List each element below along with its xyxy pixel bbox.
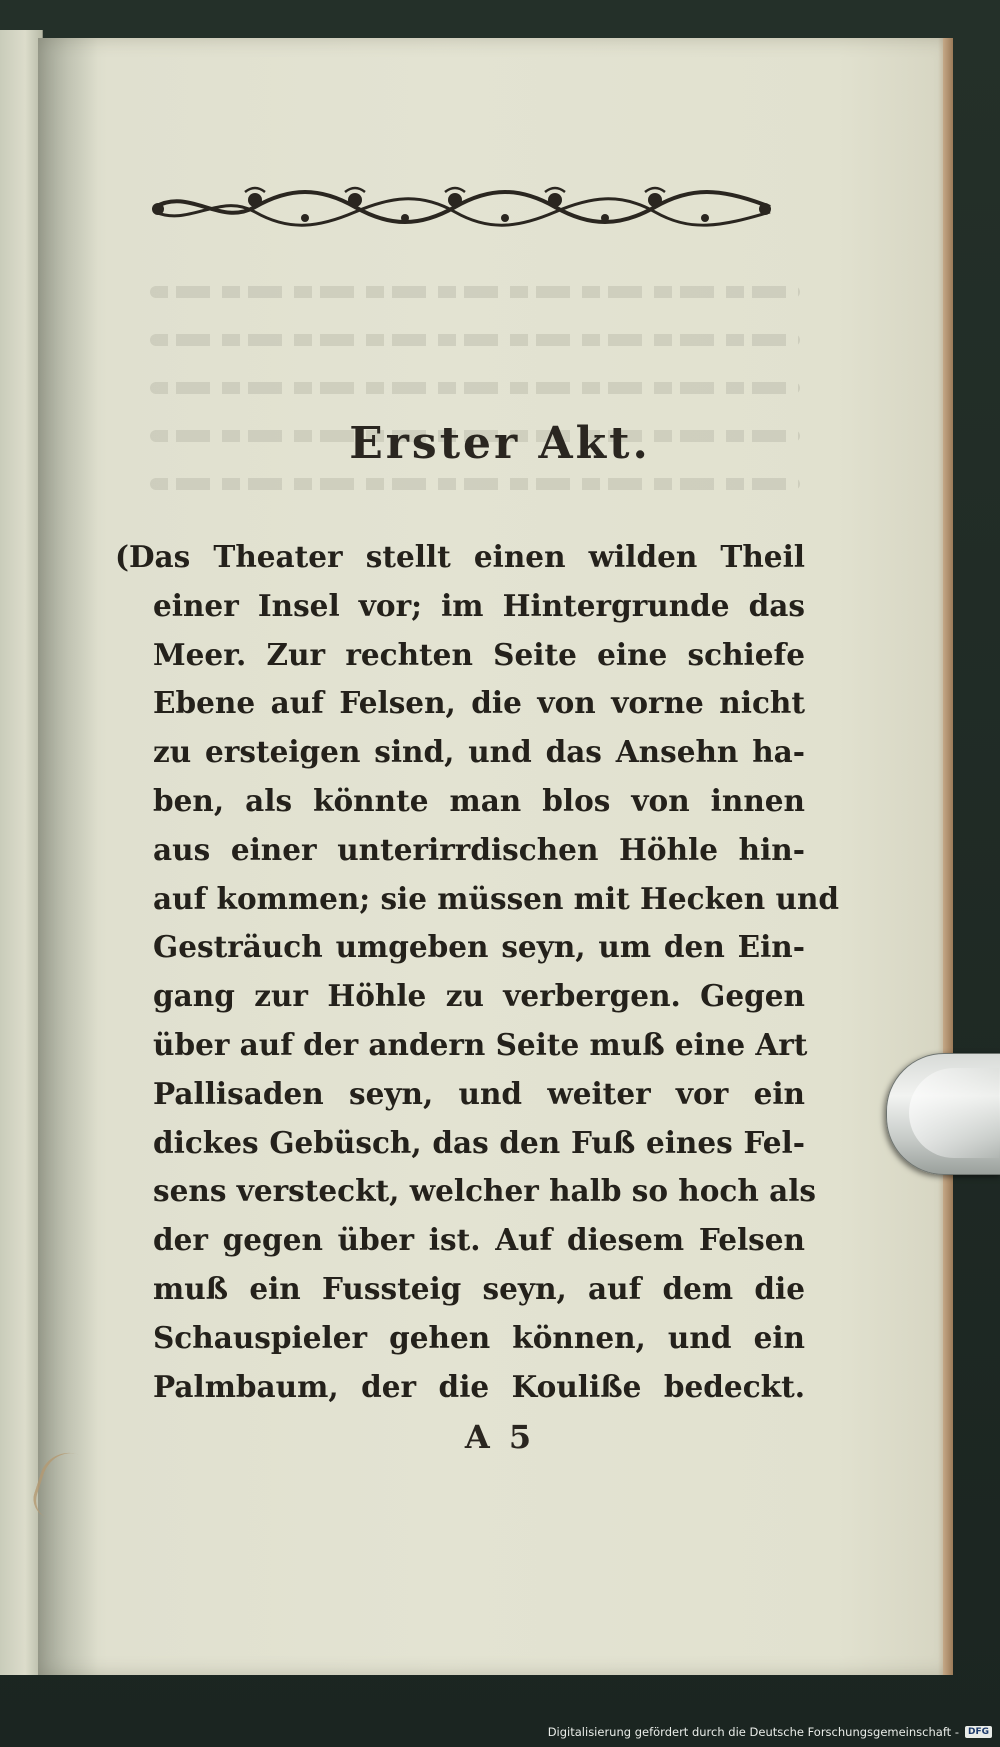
- text-line: der gegen über ist. Auf diesem Felsen: [153, 1222, 805, 1258]
- page-title: Erster Akt.: [349, 418, 651, 469]
- ornament-band-icon: [150, 182, 775, 232]
- dfg-logo-icon: DFG: [965, 1726, 992, 1738]
- text-line: Pallisaden seyn, und weiter vor ein: [153, 1075, 805, 1111]
- text-line: (Das Theater stellt einen wilden Theil: [115, 539, 805, 574]
- text-line: Gesträuch umgeben seyn, um den Ein-: [153, 929, 805, 965]
- stage-direction: [115, 533, 840, 1411]
- clip-highlight: [909, 1068, 999, 1158]
- text-line: sens versteckt, welcher halb so hoch als: [153, 1173, 817, 1209]
- text-line: aus einer unterirrdischen Höhle hin-: [153, 831, 805, 867]
- text-line: muß ein Fussteig seyn, auf dem die: [153, 1270, 805, 1306]
- text-line: Ebene auf Felsen, die von vorne nicht: [153, 685, 805, 721]
- text-line: Palmbaum, der die Kouliße bedeckt.: [153, 1368, 805, 1404]
- text-line: einer Insel vor; im Hintergrunde das: [153, 587, 805, 623]
- text-line: auf kommen; sie müssen mit Hecken und: [153, 880, 840, 916]
- text-line: zu ersteigen sind, und das Ansehn ha-: [153, 734, 805, 770]
- page-clip: [886, 1053, 1000, 1175]
- text-line: über auf der andern Seite muß eine Art: [153, 1026, 808, 1062]
- digitization-footer: [548, 1721, 992, 1743]
- text-line: ben, als könnte man blos von innen: [153, 782, 805, 818]
- text-line: Meer. Zur rechten Seite eine schiefe: [153, 636, 805, 672]
- text-line: Schauspieler gehen können, und ein: [153, 1319, 805, 1355]
- text-line: gang zur Höhle zu verbergen. Gegen: [153, 978, 805, 1014]
- signature-mark: A 5: [464, 1418, 536, 1456]
- footer-credit: Digitalisierung gefördert durch die Deutsche Forschungsgemeinschaft -: [547, 1725, 959, 1739]
- text-line: dickes Gebüsch, das den Fuß eines Fel-: [153, 1124, 805, 1160]
